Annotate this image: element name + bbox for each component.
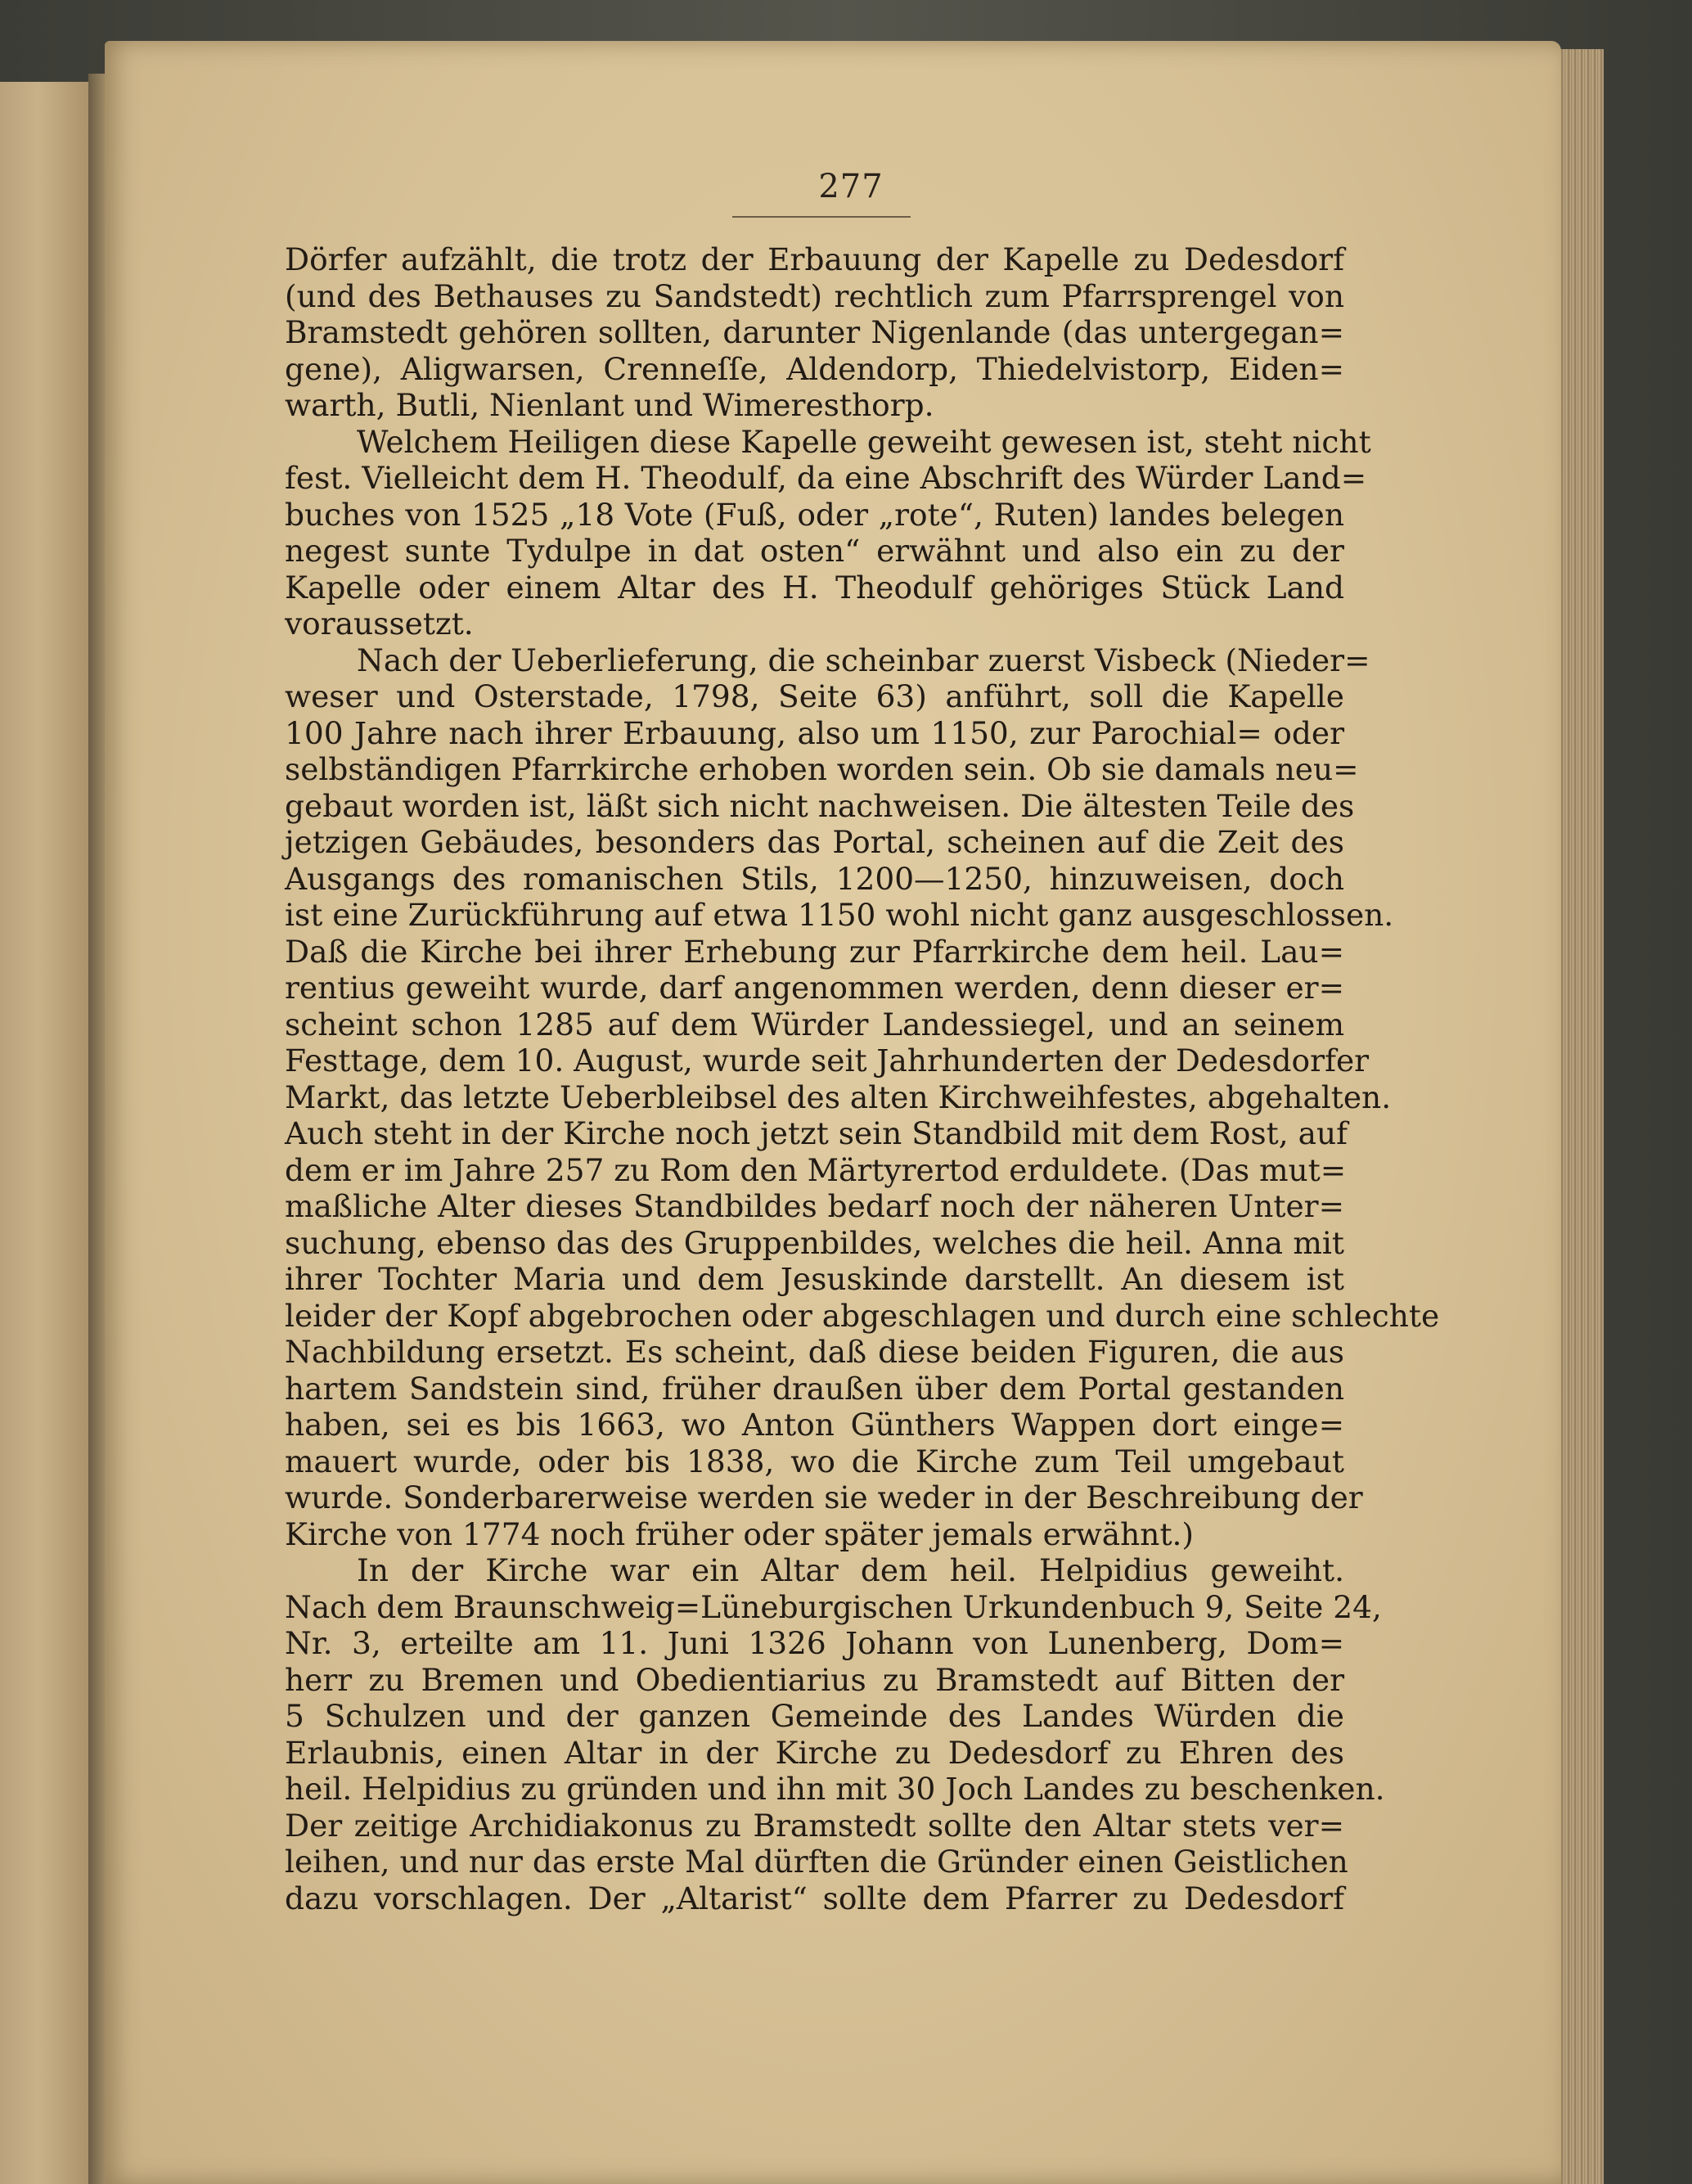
text-line: maßliche Alter dieses Standbildes bedarf noch der näheren Unter=: [285, 1188, 1344, 1224]
text-line: Nach der Ueberlieferung, die scheinbar zuerst Visbeck (Nieder=: [357, 642, 1370, 678]
paragraph: [285, 642, 1440, 1553]
text-line: suchung, ebenso das des Gruppenbildes, welches die heil. Anna mit: [285, 1224, 1344, 1261]
text-line: Erlaubnis, einen Altar in der Kirche zu Dedesdorf zu Ehren des: [285, 1734, 1344, 1771]
text-line: herr zu Bremen und Obedientiarius zu Bramstedt auf Bitten der: [285, 1661, 1344, 1698]
text-line: ihrer Tochter Maria und dem Jesuskinde darstellt. An diesem ist: [285, 1261, 1344, 1297]
text-line: Festtage, dem 10. August, wurde seit Jahrhunderten der Dedesdorfer: [285, 1042, 1370, 1078]
text-line: rentius geweiht wurde, darf angenommen werden, denn dieser er=: [285, 970, 1344, 1006]
text-line: Nr. 3, erteilte am 11. Juni 1326 Johann von Lunenberg, Dom=: [285, 1625, 1344, 1661]
text-line: jetzigen Gebäudes, besonders das Portal, scheinen auf die Zeit des: [285, 824, 1344, 860]
text-line: Der zeitige Archidiakonus zu Bramstedt sollte den Altar stets ver=: [285, 1807, 1344, 1844]
text-line: Welchem Heiligen diese Kapelle geweiht gewesen ist, steht nicht: [357, 423, 1371, 460]
page-number: 277: [818, 168, 884, 205]
text-line: Daß die Kirche bei ihrer Erhebung zur Pfarrkirche dem heil. Lau=: [285, 933, 1344, 970]
text-line: 100 Jahre nach ihrer Erbauung, also um 1150, zur Parochial= oder: [285, 714, 1344, 751]
text-line: dazu vorschlagen. Der „Altarist“ sollte dem Pfarrer zu Dedesdorf: [285, 1880, 1344, 1916]
text-line: Kirche von 1774 noch früher oder später jemals erwähnt.): [285, 1515, 1195, 1552]
paragraph: [285, 423, 1371, 642]
text-line: buches von 1525 „18 Vote (Fuß, oder „rote“, Ruten) landes belegen: [285, 496, 1344, 533]
header-rule: [732, 216, 911, 218]
text-line: Markt, das letzte Ueberbleibsel des alten Kirchweihfestes, abgehalten.: [285, 1078, 1392, 1115]
text-line: Auch steht in der Kirche noch jetzt sein Standbild mit dem Rost, auf: [285, 1115, 1348, 1151]
text-line: In der Kirche war ein Altar dem heil. Helpidius geweiht.: [357, 1552, 1344, 1588]
text-line: heil. Helpidius zu gründen und ihn mit 30 Joch Landes zu beschenken.: [285, 1771, 1385, 1807]
text-line: Bramstedt gehören sollten, darunter Nigenlande (das untergegan=: [285, 314, 1344, 350]
text-line: Ausgangs des romanischen Stils, 1200—1250, hinzuweisen, doch: [285, 860, 1344, 897]
text-line: gebaut worden ist, läßt sich nicht nachweisen. Die ältesten Teile des: [285, 787, 1355, 824]
text-line: leider der Kopf abgebrochen oder abgeschlagen und durch eine schlechte: [285, 1297, 1440, 1334]
text-line: 5 Schulzen und der ganzen Gemeinde des Landes Würden die: [285, 1698, 1344, 1734]
body-text: [285, 241, 1440, 1916]
text-line: selbständigen Pfarrkirche erhoben worden sein. Ob sie damals neu=: [285, 751, 1359, 787]
text-line: warth, Butli, Nienlant und Wimeresthorp.: [285, 387, 934, 423]
text-line: Kapelle oder einem Altar des H. Theodulf gehöriges Stück Land: [285, 569, 1344, 606]
text-line: negest sunte Tydulpe in dat osten“ erwähnt und also ein zu der: [285, 533, 1344, 569]
text-line: weser und Osterstade, 1798, Seite 63) anführt, soll die Kapelle: [285, 678, 1344, 714]
text-line: (und des Bethauses zu Sandstedt) rechtlich zum Pfarrsprengel von: [285, 277, 1344, 314]
text-line: leihen, und nur das erste Mal dürften die Gründer einen Geistlichen: [285, 1844, 1348, 1880]
text-line: ist eine Zurückführung auf etwa 1150 wohl nicht ganz ausgeschlossen.: [285, 897, 1394, 933]
text-line: fest. Vielleicht dem H. Theodulf, da eine Abschrift des Würder Land=: [285, 460, 1367, 496]
text-line: voraussetzt.: [285, 606, 474, 642]
text-line: Dörfer aufzählt, die trotz der Erbauung der Kapelle zu Dedesdorf: [285, 241, 1344, 277]
text-line: Nachbildung ersetzt. Es scheint, daß diese beiden Figuren, die aus: [285, 1334, 1344, 1370]
text-line: wurde. Sonderbarerweise werden sie weder in der Beschreibung der: [285, 1479, 1363, 1515]
paragraph: [285, 1552, 1385, 1916]
text-line: scheint schon 1285 auf dem Würder Landessiegel, und an seinem: [285, 1006, 1344, 1042]
text-line: mauert wurde, oder bis 1838, wo die Kirche zum Teil umgebaut: [285, 1443, 1344, 1479]
text-line: hartem Sandstein sind, früher draußen über dem Portal gestanden: [285, 1370, 1344, 1407]
text-line: dem er im Jahre 257 zu Rom den Märtyrertod erduldete. (Das mut=: [285, 1151, 1347, 1188]
left-page-edge: [0, 82, 94, 2184]
paragraph: [285, 241, 1344, 424]
text-line: gene), Aligwarsen, Crenneſſe, Aldendorp, Thiedelvistorp, Eiden=: [285, 350, 1344, 387]
text-line: Nach dem Braunschweig=Lüneburgischen Urkundenbuch 9, Seite 24,: [285, 1588, 1382, 1625]
text-line: haben, sei es bis 1663, wo Anton Günthers Wappen dort einge=: [285, 1407, 1344, 1443]
